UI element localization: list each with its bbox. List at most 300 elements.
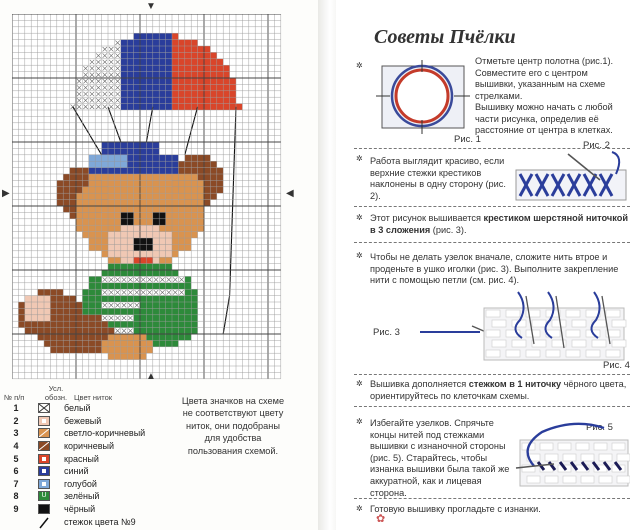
- stitch-cell: [114, 308, 120, 314]
- stitch-cell: [63, 200, 69, 206]
- stitch-cell: [134, 174, 140, 180]
- stitch-cell: [153, 59, 159, 65]
- center-arrow-top-icon: ▼: [146, 1, 156, 12]
- stitch-cell: [178, 244, 184, 250]
- stitch-cell: [198, 200, 204, 206]
- stitch-cell: [121, 91, 127, 97]
- stitch-cell: [172, 200, 178, 206]
- stitch-cell: [146, 251, 152, 257]
- stitch-cell: [134, 187, 140, 193]
- stitch-cell: [204, 65, 210, 71]
- stitch-cell: [108, 206, 114, 212]
- stitch-cell: [140, 244, 146, 250]
- stitch-cell: [95, 168, 101, 174]
- stitch-cell: [127, 206, 133, 212]
- stitch-cell: [63, 180, 69, 186]
- stitch-cell: [198, 52, 204, 58]
- stitch-cell: [76, 174, 82, 180]
- stitch-cell: [134, 244, 140, 250]
- stitch-cell: [140, 206, 146, 212]
- stitch-cell: [172, 212, 178, 218]
- stitch-cell: [198, 187, 204, 193]
- stitch-cell: [95, 200, 101, 206]
- stitch-cell: [153, 283, 159, 289]
- stitch-cell: [178, 315, 184, 321]
- stitch-cell: [82, 212, 88, 218]
- fabric-weave: [486, 310, 500, 317]
- legend-header-num: № п/п: [4, 393, 25, 402]
- stitch-cell: [121, 180, 127, 186]
- stitch-cell: [89, 276, 95, 282]
- stitch-cell: [121, 257, 127, 263]
- stitch-cell: [140, 84, 146, 90]
- bee-icon: ✲: [356, 417, 363, 426]
- stitch-cell: [134, 104, 140, 110]
- stitch-cell: [102, 180, 108, 186]
- fabric-weave: [486, 330, 500, 337]
- stitch-cell: [191, 232, 197, 238]
- stitch-cell: [159, 78, 165, 84]
- stitch-cell: [153, 180, 159, 186]
- stitch-cell: [140, 161, 146, 167]
- fabric-weave: [576, 443, 589, 450]
- color-note: Цвета значков на схеме не соответствуют цвету ниток, они подобраны для удобства пользования схемой.: [181, 396, 285, 456]
- stitch-cell: [230, 78, 236, 84]
- stitch-cell: [57, 328, 63, 334]
- bee-icon: ✲: [356, 504, 363, 513]
- stitch-cell: [121, 142, 127, 148]
- stitch-cell: [89, 244, 95, 250]
- stitch-cell: [82, 180, 88, 186]
- stitch-cell: [102, 193, 108, 199]
- stitch-cell: [230, 97, 236, 103]
- tip-5-bold: стежком в 1 ниточку: [468, 379, 562, 389]
- legend-color-name: чёрный: [64, 504, 96, 515]
- stitch-cell: [178, 219, 184, 225]
- stitch-cell: [50, 347, 56, 353]
- stitch-cell: [127, 264, 133, 270]
- stitch-cell: [134, 334, 140, 340]
- stitch-cell: [82, 340, 88, 346]
- stitch-cell: [217, 104, 223, 110]
- stitch-cell: [204, 97, 210, 103]
- stitch-cell: [153, 91, 159, 97]
- stitch-cell: [153, 104, 159, 110]
- stitch-cell: [140, 97, 146, 103]
- decorative-flower-icon: ✿: [376, 513, 386, 525]
- stitch-cell: [76, 187, 82, 193]
- stitch-cell: [76, 168, 82, 174]
- stitch-cell: [127, 161, 133, 167]
- stitch-cell: [31, 296, 37, 302]
- stitch-cell: [57, 187, 63, 193]
- stitch-cell: [140, 174, 146, 180]
- stitch-cell: [108, 347, 114, 353]
- stitch-cell: [127, 97, 133, 103]
- legend-symbol-icon: [38, 403, 50, 413]
- stitch-cell: [185, 161, 191, 167]
- stitch-cell: [140, 328, 146, 334]
- stitch-cell: [70, 340, 76, 346]
- stitch-cell: [178, 200, 184, 206]
- stitch-cell: [127, 142, 133, 148]
- stitch-cell: [172, 161, 178, 167]
- stitch-cell: [134, 296, 140, 302]
- stitch-cell: [159, 219, 165, 225]
- stitch-cell: [82, 232, 88, 238]
- stitch-cell: [95, 238, 101, 244]
- stitch-cell: [210, 104, 216, 110]
- stitch-cell: [146, 302, 152, 308]
- stitch-cell: [172, 219, 178, 225]
- stitch-cell: [134, 206, 140, 212]
- stitch-cell: [95, 193, 101, 199]
- stitch-cell: [108, 296, 114, 302]
- stitch-cell: [134, 251, 140, 257]
- stitch-cell: [204, 91, 210, 97]
- stitch-cell: [153, 97, 159, 103]
- stitch-cell: [191, 321, 197, 327]
- stitch-cell: [140, 232, 146, 238]
- stitch-cell: [172, 244, 178, 250]
- stitch-cell: [146, 174, 152, 180]
- stitch-cell: [57, 289, 63, 295]
- stitch-cell: [57, 296, 63, 302]
- stitch-cell: [153, 72, 159, 78]
- stitch-cell: [146, 78, 152, 84]
- stitch-cell: [121, 238, 127, 244]
- stitch-cell: [146, 97, 152, 103]
- stitch-cell: [172, 72, 178, 78]
- stitch-cell: [102, 308, 108, 314]
- stitch-cell: [159, 59, 165, 65]
- stitch-cell: [198, 78, 204, 84]
- stitch-cell: [18, 308, 24, 314]
- thread-legend: [4, 382, 184, 528]
- stitch-cell: [102, 251, 108, 257]
- stitch-cell: [178, 104, 184, 110]
- fabric-weave: [586, 350, 600, 357]
- stitch-cell: [121, 168, 127, 174]
- stitch-cell: [210, 59, 216, 65]
- stitch-cell: [217, 78, 223, 84]
- stitch-cell: [140, 321, 146, 327]
- stitch-cell: [140, 251, 146, 257]
- stitch-cell: [146, 52, 152, 58]
- stitch-cell: [102, 334, 108, 340]
- stitch-cell: [76, 200, 82, 206]
- stitch-cell: [127, 59, 133, 65]
- stitch-cell: [146, 225, 152, 231]
- stitch-cell: [198, 168, 204, 174]
- stitch-cell: [95, 334, 101, 340]
- stitch-cell: [50, 334, 56, 340]
- center-arrow-bottom-icon: ▲: [146, 371, 156, 382]
- stitch-cell: [172, 155, 178, 161]
- stitch-cell: [57, 334, 63, 340]
- stitch-cell: [210, 78, 216, 84]
- stitch-cell: [140, 257, 146, 263]
- stitch-cell: [82, 308, 88, 314]
- stitch-cell: [166, 270, 172, 276]
- stitch-cell: [159, 212, 165, 218]
- stitch-cell: [146, 148, 152, 154]
- stitch-cell: [185, 321, 191, 327]
- stitch-cell: [70, 347, 76, 353]
- stitch-cell: [108, 155, 114, 161]
- stitch-cell: [127, 225, 133, 231]
- stitch-cell: [134, 33, 140, 39]
- stitch-cell: [159, 91, 165, 97]
- tip-3: [370, 213, 628, 236]
- stitch-cell: [223, 72, 229, 78]
- stitch-cell: [114, 187, 120, 193]
- stitch-cell: [108, 251, 114, 257]
- legend-row: [4, 465, 184, 478]
- legend-row: [4, 503, 184, 516]
- stitch-cell: [31, 321, 37, 327]
- stitch-cell: [178, 52, 184, 58]
- stitch-cell: [185, 212, 191, 218]
- fabric-weave: [594, 443, 607, 450]
- stitch-cell: [185, 78, 191, 84]
- fig5-back-side-illustration: [514, 418, 630, 492]
- stitch-cell: [50, 308, 56, 314]
- stitch-cell: [89, 187, 95, 193]
- stitch-cell: [121, 264, 127, 270]
- stitch-cell: [127, 238, 133, 244]
- stitch-cell: [178, 225, 184, 231]
- stitch-cell: [178, 283, 184, 289]
- stitch-cell: [76, 347, 82, 353]
- stitch-cell: [159, 270, 165, 276]
- stitch-cell: [89, 155, 95, 161]
- stitch-cell: [172, 308, 178, 314]
- stitch-cell: [134, 200, 140, 206]
- stitch-cell: [63, 328, 69, 334]
- stitch-cell: [82, 334, 88, 340]
- stitch-cell: [146, 340, 152, 346]
- stitch-cell: [134, 328, 140, 334]
- stitch-cell: [140, 104, 146, 110]
- stitch-cell: [121, 232, 127, 238]
- stitch-cell: [153, 212, 159, 218]
- stitch-cell: [153, 40, 159, 46]
- stitch-cell: [204, 52, 210, 58]
- stitch-cell: [121, 78, 127, 84]
- fabric-weave: [581, 454, 594, 461]
- stitch-cell: [172, 52, 178, 58]
- stitch-cell: [127, 180, 133, 186]
- legend-symbol-icon: [38, 504, 50, 514]
- bee-icon: ✲: [356, 61, 363, 70]
- stitch-cell: [140, 353, 146, 359]
- stitch-cell: [146, 65, 152, 71]
- stitch-cell: [108, 308, 114, 314]
- stitch-cell: [57, 340, 63, 346]
- fig3-fig4-thread-illustration: [368, 286, 630, 366]
- stitch-cell: [134, 321, 140, 327]
- stitch-cell: [191, 289, 197, 295]
- stitch-cell: [89, 161, 95, 167]
- stitch-cell: [95, 340, 101, 346]
- stitch-cell: [95, 206, 101, 212]
- stitch-cell: [114, 200, 120, 206]
- fabric-weave: [612, 340, 626, 347]
- fabric-weave: [572, 320, 586, 327]
- stitch-cell: [223, 104, 229, 110]
- stitch-cell: [166, 161, 172, 167]
- stitch-cell: [191, 212, 197, 218]
- stitch-cell: [89, 168, 95, 174]
- stitch-cell: [166, 251, 172, 257]
- stitch-cell: [134, 283, 140, 289]
- stitch-cell: [140, 296, 146, 302]
- stitch-cell: [134, 142, 140, 148]
- stitch-cell: [50, 328, 56, 334]
- stitch-cell: [178, 238, 184, 244]
- stitch-cell: [191, 161, 197, 167]
- stitch-cell: [159, 283, 165, 289]
- stitch-cell: [63, 206, 69, 212]
- stitch-cell: [172, 78, 178, 84]
- stitch-cell: [185, 206, 191, 212]
- legend-num: 4: [13, 441, 19, 452]
- stitch-cell: [172, 40, 178, 46]
- stitch-cell: [159, 264, 165, 270]
- stitch-cell: [50, 289, 56, 295]
- fabric-weave: [612, 320, 626, 327]
- stitch-cell: [178, 321, 184, 327]
- fabric-weave: [617, 454, 630, 461]
- legend-color-name: красный: [64, 453, 99, 464]
- stitch-cell: [38, 321, 44, 327]
- stitch-cell: [178, 97, 184, 103]
- stitch-cell: [70, 180, 76, 186]
- stitch-cell: [140, 302, 146, 308]
- stitch-cell: [172, 340, 178, 346]
- stitch-cell: [127, 219, 133, 225]
- stitch-cell: [159, 72, 165, 78]
- stitch-cell: [108, 148, 114, 154]
- center-arrow-left-icon: ▶: [2, 188, 10, 199]
- fabric-weave: [506, 310, 520, 317]
- stitch-cell: [127, 334, 133, 340]
- stitch-cell: [102, 161, 108, 167]
- stitch-cell: [70, 302, 76, 308]
- stitch-cell: [70, 308, 76, 314]
- stitch-cell: [127, 200, 133, 206]
- stitch-cell: [127, 174, 133, 180]
- stitch-cell: [191, 84, 197, 90]
- stitch-cell: [121, 104, 127, 110]
- stitch-cell: [70, 200, 76, 206]
- stitch-cell: [102, 187, 108, 193]
- stitch-cell: [102, 155, 108, 161]
- stitch-cell: [166, 334, 172, 340]
- stitch-cell: [146, 142, 152, 148]
- stitch-cell: [191, 308, 197, 314]
- fabric-weave: [527, 476, 540, 483]
- fabric-weave: [599, 476, 612, 483]
- stitch-cell: [121, 72, 127, 78]
- stitch-cell: [166, 40, 172, 46]
- stitch-cell: [114, 238, 120, 244]
- stitch-cell: [178, 78, 184, 84]
- stitch-cell: [121, 270, 127, 276]
- bee-icon: ✲: [356, 379, 363, 388]
- stitch-cell: [140, 264, 146, 270]
- chart-page: [0, 0, 320, 530]
- stitch-cell: [159, 200, 165, 206]
- stitch-cell: [223, 97, 229, 103]
- legend-symbol-icon: [38, 517, 50, 527]
- stitch-cell: [166, 187, 172, 193]
- stitch-cell: [159, 104, 165, 110]
- stitch-cell: [134, 148, 140, 154]
- stitch-cell: [166, 65, 172, 71]
- stitch-cell: [198, 212, 204, 218]
- fabric-weave: [552, 320, 566, 327]
- stitch-cell: [127, 270, 133, 276]
- stitch-cell: [108, 219, 114, 225]
- stitch-cell: [114, 219, 120, 225]
- stitch-cell: [153, 328, 159, 334]
- stitch-cell: [159, 155, 165, 161]
- stitch-cell: [70, 193, 76, 199]
- tip-2: Работа выглядит красиво, если верхние стежки крестиков наклонены в одну сторону (рис. 2).: [370, 156, 506, 201]
- stitch-cell: [166, 168, 172, 174]
- stitch-cell: [70, 328, 76, 334]
- stitch-cell: [198, 84, 204, 90]
- stitch-cell: [198, 59, 204, 65]
- legend-row: [4, 490, 184, 503]
- tip-3-bold: крестиком шерстяной ниточкой в 3 сложения: [370, 213, 628, 235]
- stitch-cell: [108, 270, 114, 276]
- stitch-cell: [166, 155, 172, 161]
- stitch-cell: [146, 155, 152, 161]
- legend-color-name: зелёный: [64, 491, 100, 502]
- stitch-cell: [146, 40, 152, 46]
- stitch-cell: [127, 283, 133, 289]
- stitch-cell: [63, 334, 69, 340]
- stitch-cell: [114, 212, 120, 218]
- stitch-cell: [166, 244, 172, 250]
- stitch-cell: [127, 78, 133, 84]
- stitch-cell: [25, 296, 31, 302]
- stitch-cell: [178, 328, 184, 334]
- stitch-cell: [140, 200, 146, 206]
- stitch-cell: [166, 72, 172, 78]
- stitch-cell: [191, 296, 197, 302]
- stitch-cell: [127, 321, 133, 327]
- legend-color-name: белый: [64, 403, 91, 414]
- stitch-cell: [185, 296, 191, 302]
- stitch-cell: [121, 59, 127, 65]
- stitch-cell: [185, 219, 191, 225]
- stitch-cell: [153, 225, 159, 231]
- stitch-cell: [159, 334, 165, 340]
- stitch-cell: [146, 72, 152, 78]
- stitch-cell: [153, 302, 159, 308]
- stitch-cell: [121, 347, 127, 353]
- stitch-cell: [102, 148, 108, 154]
- stitch-cell: [153, 321, 159, 327]
- stitch-cell: [114, 296, 120, 302]
- stitch-cell: [191, 315, 197, 321]
- stitch-cell: [102, 168, 108, 174]
- stitch-cell: [44, 308, 50, 314]
